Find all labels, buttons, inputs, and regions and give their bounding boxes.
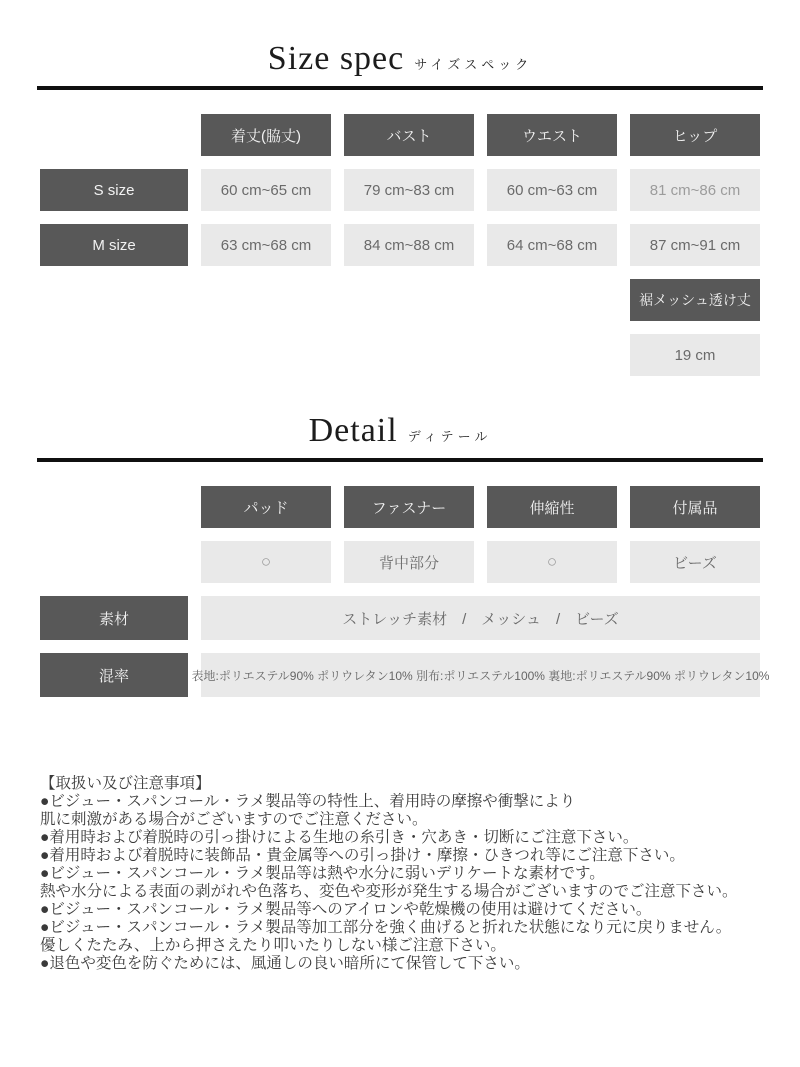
m-size-waist: 64 cm~68 cm bbox=[487, 224, 617, 266]
material-value: ストレッチ素材 / メッシュ / ビーズ bbox=[201, 596, 760, 640]
detail-divider bbox=[37, 458, 763, 462]
accessory-value: ビーズ bbox=[630, 541, 760, 583]
note-line: 熱や水分による表面の剥がれや色落ち、変色や変形が発生する場合がございますのでご注意下さい。 bbox=[40, 883, 738, 900]
size-spec-title: Size spec bbox=[267, 40, 405, 77]
fastener-value: 背中部分 bbox=[344, 541, 474, 583]
s-size-waist: 60 cm~63 cm bbox=[487, 169, 617, 211]
s-size-hip: 81 cm~86 cm bbox=[630, 169, 760, 211]
m-size-length: 63 cm~68 cm bbox=[201, 224, 331, 266]
note-line: ●ビジュー・スパンコール・ラメ製品等は熱や水分に弱いデリケートな素材です。 bbox=[40, 865, 605, 882]
detail-table bbox=[40, 486, 770, 697]
s-size-length: 60 cm~65 cm bbox=[201, 169, 331, 211]
column-header-stretch: 伸縮性 bbox=[487, 486, 617, 528]
stretch-value: ○ bbox=[487, 541, 617, 583]
size-spec-table bbox=[40, 114, 760, 376]
size-spec-heading bbox=[0, 0, 800, 78]
row-header-blend: 混率 bbox=[40, 653, 188, 697]
note-line: ●ビジュー・スパンコール・ラメ製品等加工部分を強く曲げると折れた状態になり元に戻りません。 bbox=[40, 919, 732, 936]
note-line: ●ビジュー・スパンコール・ラメ製品等へのアイロンや乾燥機の使用は避けてください。 bbox=[40, 901, 652, 918]
row-header-s-size: S size bbox=[40, 169, 188, 211]
column-header-accessory: 付属品 bbox=[630, 486, 760, 528]
handling-notes bbox=[40, 775, 790, 973]
s-size-bust: 79 cm~83 cm bbox=[344, 169, 474, 211]
blend-value: 表地:ポリエステル90% ポリウレタン10% 別布:ポリエステル100% 裏地:ポリエステル90% ポリウレタン10% bbox=[201, 653, 760, 697]
pad-value: ○ bbox=[201, 541, 331, 583]
size-spec-subtitle: サイズスペック bbox=[414, 57, 533, 72]
row-header-material: 素材 bbox=[40, 596, 188, 640]
column-header-waist: ウエスト bbox=[487, 114, 617, 156]
size-spec-divider bbox=[37, 86, 763, 90]
note-line: 肌に刺激がある場合がございますのでご注意ください。 bbox=[40, 811, 428, 828]
column-header-hip: ヒップ bbox=[630, 114, 760, 156]
m-size-bust: 84 cm~88 cm bbox=[344, 224, 474, 266]
hem-mesh-length-header: 裾メッシュ透け丈 bbox=[630, 279, 760, 321]
row-header-m-size: M size bbox=[40, 224, 188, 266]
column-header-bust: バスト bbox=[344, 114, 474, 156]
detail-table-corner bbox=[40, 486, 188, 528]
hem-mesh-length-value: 19 cm bbox=[630, 334, 760, 376]
detail-subtitle: ディテール bbox=[407, 429, 492, 444]
detail-heading bbox=[0, 376, 800, 450]
detail-title: Detail bbox=[308, 412, 398, 449]
note-line: ●ビジュー・スパンコール・ラメ製品等の特性上、着用時の摩擦や衝撃により bbox=[40, 793, 576, 810]
note-line: 優しくたたみ、上から押さえたり叩いたりしない様ご注意下さい。 bbox=[40, 937, 506, 954]
note-line: ●着用時および着脱時の引っ掛けによる生地の糸引き・穴あき・切断にご注意下さい。 bbox=[40, 829, 639, 846]
note-line: ●着用時および着脱時に装飾品・貴金属等への引っ掛け・摩擦・ひきつれ等にご注意下さい。 bbox=[40, 847, 685, 864]
column-header-length: 着丈(脇丈) bbox=[201, 114, 331, 156]
detail-row-spacer bbox=[40, 541, 188, 583]
note-line: ●退色や変色を防ぐためには、風通しの良い暗所にて保管して下さい。 bbox=[40, 955, 530, 972]
size-table-corner bbox=[40, 114, 188, 156]
notes-heading: 【取扱い及び注意事項】 bbox=[40, 775, 211, 792]
column-header-fastener: ファスナー bbox=[344, 486, 474, 528]
m-size-hip: 87 cm~91 cm bbox=[630, 224, 760, 266]
column-header-pad: パッド bbox=[201, 486, 331, 528]
